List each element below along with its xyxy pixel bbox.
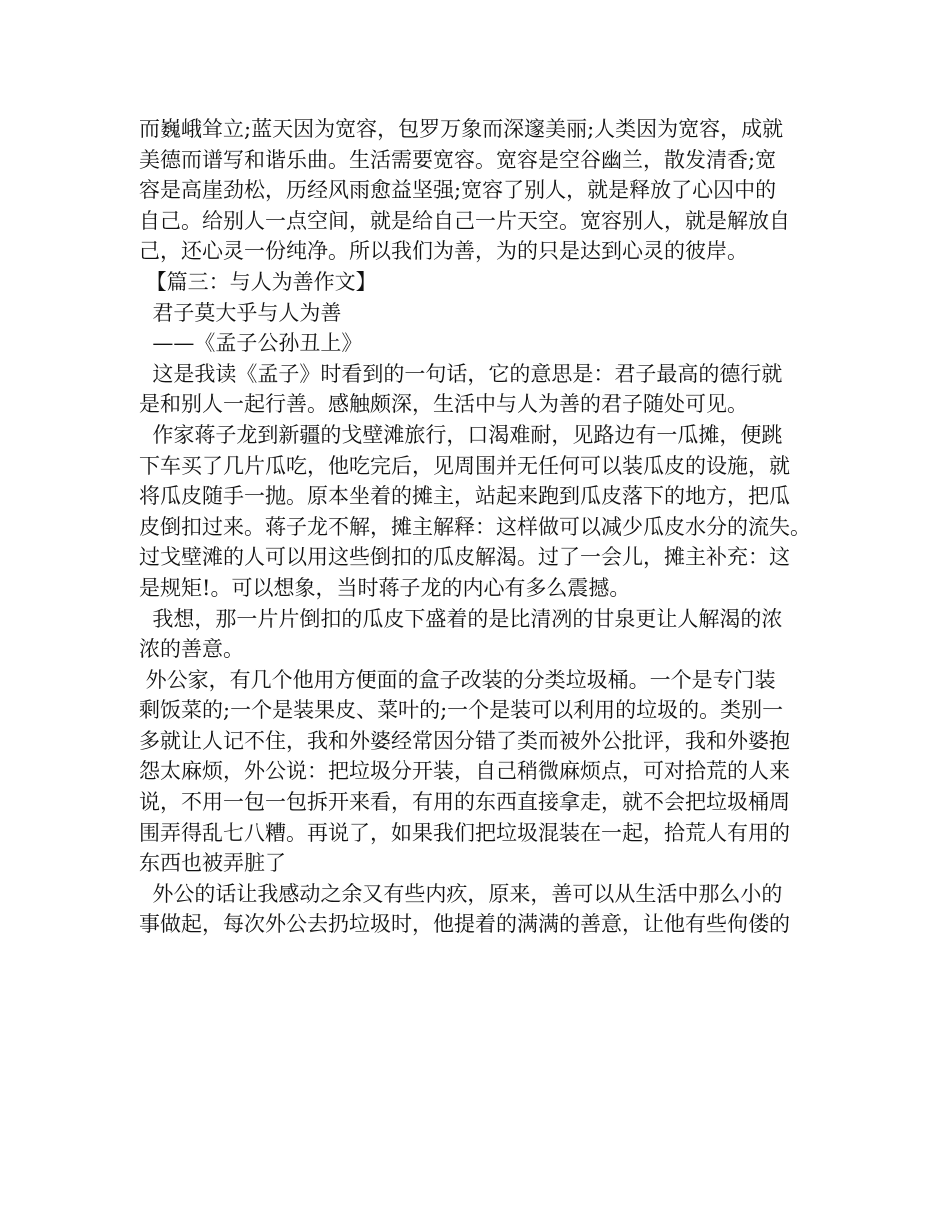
quote-source: ——《孟子公孙丑上》 <box>139 331 363 356</box>
text-line: 容是高崖劲松，历经风雨愈益坚强;宽容了别人，就是释放了心囚中的 <box>139 178 777 203</box>
text-line: 东西也被弄脏了 <box>139 851 286 876</box>
text-line: 怨太麻烦，外公说：把垃圾分开装，自己稍微麻烦点，可对拾荒的人来 <box>139 759 790 784</box>
text-line: 说，不用一包一包拆开来看，有用的东西直接拿走，就不会把垃圾桶周 <box>139 790 790 815</box>
text-line: 是规矩!。可以想象，当时蒋子龙的内心有多么震撼。 <box>139 575 631 600</box>
text-line: 己，还心灵一份纯净。所以我们为善，为的只是达到心灵的彼岸。 <box>139 239 748 264</box>
quote-line: 君子莫大乎与人为善 <box>139 300 342 325</box>
text-line: 事做起，每次外公去扔垃圾时，他提着的满满的善意，让他有些佝偻的 <box>139 912 790 937</box>
text-line: 多就让人记不住，我和外婆经常因分错了类而被外公批评，我和外婆抱 <box>139 728 790 753</box>
text-line: 剩饭菜的;一个是装果皮、菜叶的;一个是装可以利用的垃圾的。类别一 <box>139 698 784 723</box>
text-line: 皮倒扣过来。蒋子龙不解，摊主解释：这样做可以减少瓜皮水分的流失。 <box>139 514 811 539</box>
body-text <box>139 114 839 940</box>
text-line: 下车买了几片瓜吃，他吃完后，见周围并无任何可以装瓜皮的设施，就 <box>139 453 790 478</box>
text-line: 自己。给别人一点空间，就是给自己一片天空。宽容别人，就是解放自 <box>139 208 790 233</box>
section-heading: 【篇三：与人为善作文】 <box>139 269 377 294</box>
text-line: 这是我读《孟子》时看到的一句话，它的意思是：君子最高的德行就 <box>139 361 783 386</box>
text-line: 外公的话让我感动之余又有些内疚，原来，善可以从生活中那么小的 <box>139 881 783 906</box>
text-line: 是和别人一起行善。感触颇深，生活中与人为善的君子随处可见。 <box>139 392 748 417</box>
text-line: 浓的善意。 <box>139 637 244 662</box>
text-line: 作家蒋子龙到新疆的戈壁滩旅行，口渴难耐，见路边有一瓜摊，便跳 <box>139 422 783 447</box>
text-line: 而巍峨耸立;蓝天因为宽容，包罗万象而深邃美丽;人类因为宽容，成就 <box>139 117 784 141</box>
text-line: 围弄得乱七八糟。再说了，如果我们把垃圾混装在一起，拾荒人有用的 <box>139 820 790 845</box>
text-line: 外公家，有几个他用方便面的盒子改装的分类垃圾桶。一个是专门装 <box>139 667 776 692</box>
text-line: 将瓜皮随手一抛。原本坐着的摊主，站起来跑到瓜皮落下的地方，把瓜 <box>139 484 790 509</box>
text-line: 过戈壁滩的人可以用这些倒扣的瓜皮解渴。过了一会儿，摊主补充：这 <box>139 545 790 570</box>
text-line: 美德而谱写和谐乐曲。生活需要宽容。宽容是空谷幽兰，散发清香;宽 <box>139 147 777 172</box>
text-line: 我想，那一片片倒扣的瓜皮下盛着的是比清冽的甘泉更让人解渴的浓 <box>139 606 783 631</box>
